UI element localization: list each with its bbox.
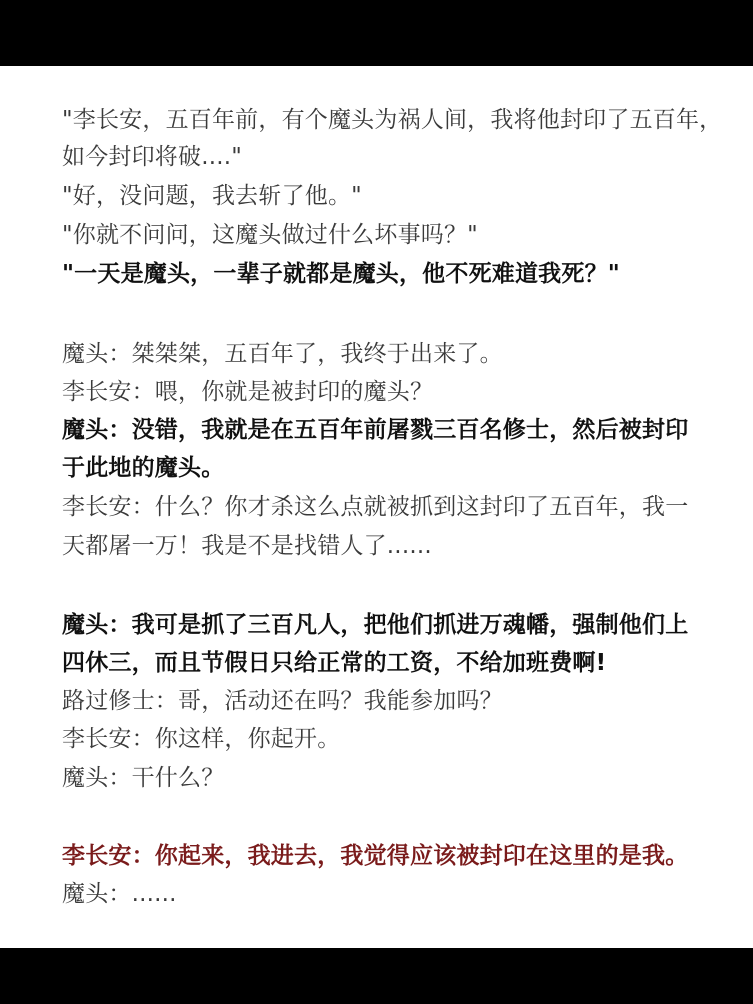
dialogue-line-9: 于此地的魔头。 xyxy=(62,455,225,481)
dialogue-line-17-highlight: 李长安：你起来，我进去，我觉得应该被封印在这里的是我。 xyxy=(62,843,689,869)
top-black-band xyxy=(0,0,753,66)
text-line-2: 如今封印将破...." xyxy=(62,144,243,170)
dialogue-line-16: 魔头：干什么？ xyxy=(62,765,225,791)
dialogue-line-18: 魔头：...... xyxy=(62,881,177,907)
text-line-3: "好，没问题，我去斩了他。" xyxy=(62,183,362,209)
dialogue-line-14: 路过修士：哥，活动还在吗？我能参加吗？ xyxy=(62,688,503,714)
dialogue-line-13: 四休三，而且节假日只给正常的工资，不给加班费啊! xyxy=(62,650,607,676)
text-line-4: "你就不问问，这魔头做过什么坏事吗？" xyxy=(62,222,478,248)
dialogue-line-6: 魔头：桀桀桀，五百年了，我终于出来了。 xyxy=(62,341,503,367)
dialogue-line-8: 魔头：没错，我就是在五百年前屠戮三百名修士，然后被封印 xyxy=(62,417,689,443)
dialogue-line-7: 李长安：喂，你就是被封印的魔头？ xyxy=(62,379,434,405)
text-line-1: "李长安，五百年前，有个魔头为祸人间，我将他封印了五百年， xyxy=(62,107,723,133)
text-line-5: "一天是魔头，一辈子就都是魔头，他不死难道我死？" xyxy=(62,261,620,287)
dialogue-line-10: 李长安：什么？你才杀这么点就被抓到这封印了五百年，我一 xyxy=(62,494,689,520)
dialogue-line-11: 天都屠一万！我是不是找错人了...... xyxy=(62,533,432,559)
dialogue-line-15: 李长安：你这样，你起开。 xyxy=(62,726,341,752)
dialogue-line-12: 魔头：我可是抓了三百凡人，把他们抓进万魂幡，强制他们上 xyxy=(62,612,689,638)
bottom-black-band xyxy=(0,948,753,1004)
